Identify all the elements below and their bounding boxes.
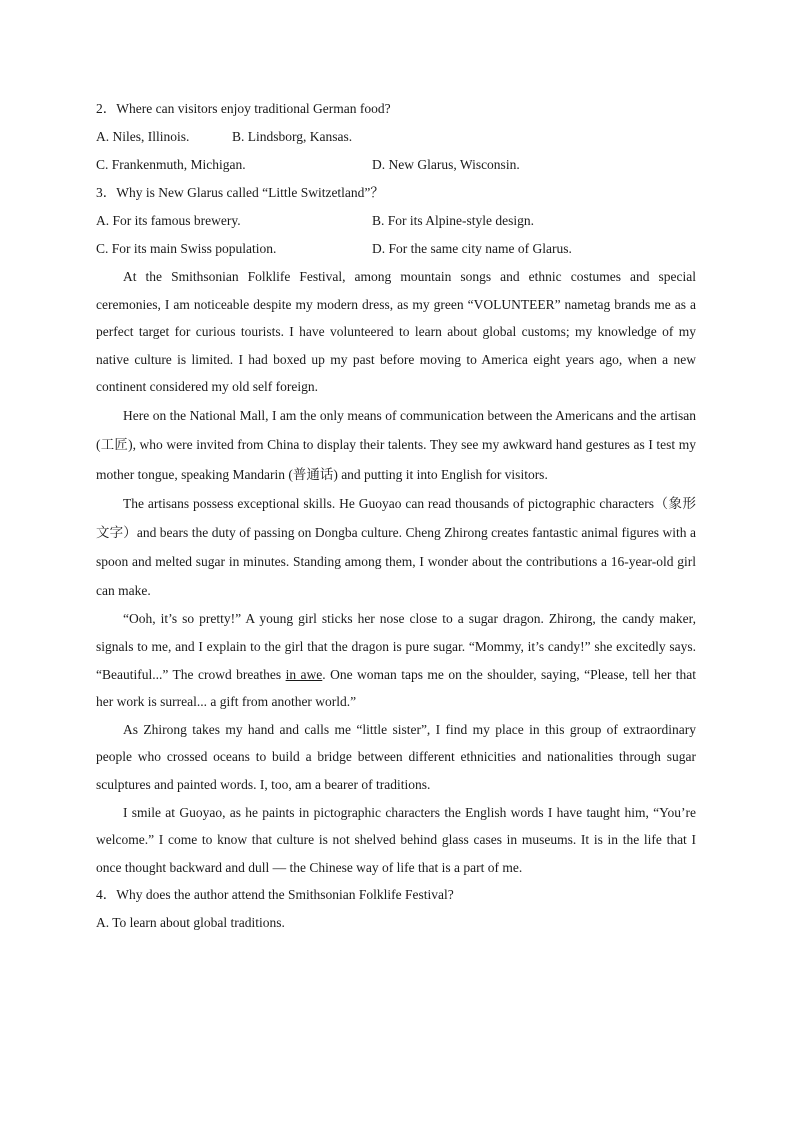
- document-body: [96, 95, 696, 937]
- paragraph-4-text-end: . One woman taps me on the shoulder, saying, “Please, tell her that her work is surreal... a gift from another world.”: [96, 666, 696, 710]
- question-3-stem: 3．Why is New Glarus called “Little Switzetland”？: [96, 185, 384, 200]
- question-3-options-row-2: [96, 235, 696, 263]
- question-3-option-d: D. For the same city name of Glarus.: [372, 241, 572, 256]
- underlined-phrase: in awe: [285, 666, 323, 682]
- question-2-option-a: A. Niles, Illinois.: [96, 129, 190, 144]
- question-2-option-b: B. Lindsborg, Kansas.: [232, 129, 353, 144]
- passage-paragraph-4: [96, 605, 696, 715]
- question-3-option-a: A. For its famous brewery.: [96, 213, 241, 228]
- question-2-options-row-1: [96, 123, 696, 151]
- question-3-option-c: C. For its main Swiss population.: [96, 241, 277, 256]
- question-4-option-a: A. To learn about global traditions.: [96, 915, 285, 931]
- question-3-option-b: B. For its Alpine-style design.: [372, 213, 534, 228]
- passage-paragraph-5: As Zhirong takes my hand and calls me “little sister”, I find my place in this group of extraordinary people who crossed oceans to build a bridge between different ethnicities and nationalities through sugar sculptures and painted words. I, too, am a bearer of traditions.: [96, 721, 696, 793]
- question-4-stem: 4．Why does the author attend the Smithsonian Folklife Festival?: [96, 887, 454, 903]
- passage-paragraph-3: The artisans possess exceptional skills. He Guoyao can read thousands of pictographic characters（象形文字）and bears the duty of passing on Dongba culture. Cheng Zhirong creates fantastic animal figures with a spoon and melted sugar in minutes. Standing among them, I wonder about the contributions a 16-year-old girl can make.: [96, 496, 696, 599]
- question-2-option-c: C. Frankenmuth, Michigan.: [96, 157, 246, 172]
- question-2-stem: 2．Where can visitors enjoy traditional German food?: [96, 101, 391, 116]
- question-2-option-d: D. New Glarus, Wisconsin.: [372, 157, 520, 172]
- question-2-options-row-2: [96, 151, 696, 179]
- passage-paragraph-2: Here on the National Mall, I am the only means of communication between the Americans and the artisan (工匠), who were invited from China to display their talents. They see my awkward hand gestures as I test my mother tongue, speaking Mandarin (普通话) and putting it into English for visitors.: [96, 407, 696, 482]
- question-3-options-row-1: [96, 207, 696, 235]
- passage-paragraph-1: At the Smithsonian Folklife Festival, among mountain songs and ethnic costumes and special ceremonies, I am noticeable despite my modern dress, as my green “VOLUNTEER” nametag brands me as a perfect target for curious tourists. I have volunteered to learn about global customs; my knowledge of my native culture is limited. I had boxed up my past before moving to America eight years ago, when a new continent considered my old self foreign.: [96, 269, 696, 395]
- passage-paragraph-6: I smile at Guoyao, as he paints in pictographic characters the English words I have taught him, “You’re welcome.” I come to know that culture is not shelved behind glass cases in museums. It is in the life that I once thought backward and dull — the Chinese way of life that is a part of me.: [96, 804, 696, 875]
- paragraph-4-text-start: “Ooh, it’s so pretty!” A young girl sticks her nose close to a sugar dragon. Zhirong, the candy maker, signals to me, and I explain to the girl that the dragon is pure sugar. “Mommy, it’s candy!” she excitedly says. “Beautiful...” The crowd breathes: [96, 611, 696, 682]
